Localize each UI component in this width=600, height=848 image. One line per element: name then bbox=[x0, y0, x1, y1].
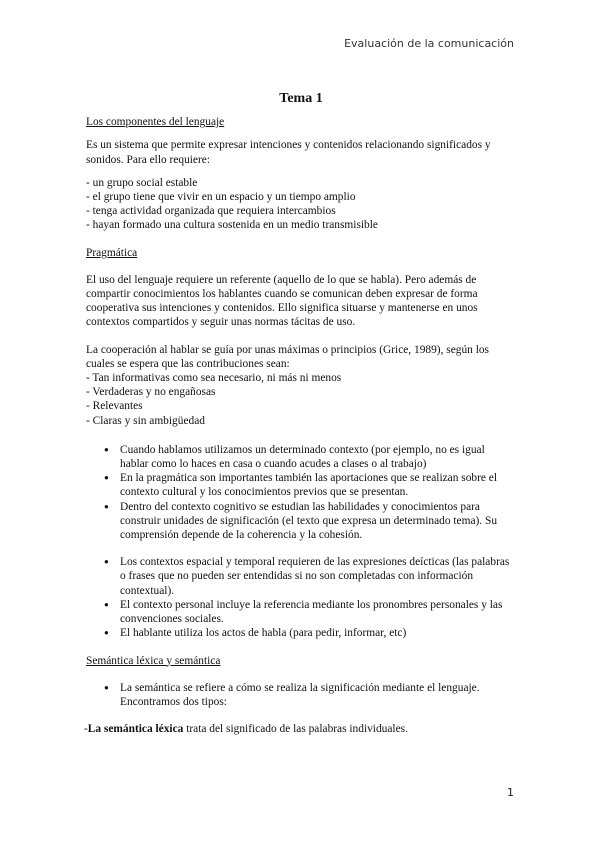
maxim-item: - Verdaderas y no engañosas bbox=[86, 386, 216, 399]
lexica-definition: trata del significado de las palabras individuales. bbox=[183, 723, 408, 736]
bullet-item: ● El hablante utiliza los actos de habla (para pedir, informar, etc) bbox=[120, 626, 516, 640]
requirement-item: - un grupo social estable bbox=[86, 176, 198, 189]
maxim-item: - Relevantes bbox=[86, 400, 143, 413]
bullet-item: ● La semántica se refiere a cómo se realiza la significación mediante el lenguaje. Encontramos dos tipos: bbox=[120, 681, 516, 709]
pragmatica-bullet-list-2 bbox=[86, 555, 516, 640]
maxim-item: - Claras y sin ambigüedad bbox=[86, 414, 205, 427]
section-heading-semantica: Semántica léxica y semántica bbox=[86, 654, 221, 667]
bullet-item: ● Los contextos espacial y temporal requieren de las expresiones deícticas (las palabras o frases que no pueden ser entendidas si no son completadas con información contextual). bbox=[120, 555, 516, 598]
bullet-item: ● Dentro del contexto cognitivo se estudian las habilidades y conocimientos para construir unidades de significación (el texto que expresa un determinado tema). Su comprensión depende de la coherencia y la cohesión. bbox=[120, 500, 516, 543]
requirement-item: - tenga actividad organizada que requiera intercambios bbox=[86, 205, 336, 218]
running-header: Evaluación de la comunicación bbox=[344, 37, 514, 50]
requirement-item: - el grupo tiene que vivir en un espacio y un tiempo amplio bbox=[86, 191, 356, 204]
pragmatica-paragraph-2: La cooperación al hablar se guía por unas máximas o principios (Grice, 1989), según los cuales se espera que las contribuciones sean: bbox=[86, 343, 489, 370]
lexica-prefix: - bbox=[84, 723, 88, 736]
componentes-intro: Es un sistema que permite expresar intenciones y contenidos relacionando significados y sonidos. Para ello requiere: bbox=[86, 139, 491, 166]
section-heading-componentes: Los componentes del lenguaje bbox=[86, 116, 225, 129]
bullet-item: ● El contexto personal incluye la referencia mediante los pronombres personales y las convenciones sociales. bbox=[120, 598, 516, 626]
pragmatica-paragraph-1: El uso del lenguaje requiere un referente (aquello de lo que se habla). Pero además de compartir conocimientos los hablantes cuando se comunican deben expresar de forma cooperativa sus intenciones y contenidos. Ello significa situarse y mantenerse en unos contextos compartidos y seguir unas normas tácitas de uso. bbox=[86, 273, 478, 329]
page-content bbox=[86, 92, 516, 736]
lexica-term: La semántica léxica bbox=[87, 723, 184, 736]
bullet-item: ● En la pragmática son importantes también las aportaciones que se realizan sobre el contexto cultural y los conocimientos previos que se presentan. bbox=[120, 471, 516, 499]
page-title: Tema 1 bbox=[279, 91, 323, 106]
maxim-item: - Tan informativas como sea necesario, ni más ni menos bbox=[86, 372, 342, 385]
semantica-lexica-line bbox=[84, 722, 516, 736]
semantica-bullet-list bbox=[86, 681, 516, 709]
pragmatica-bullet-list-1 bbox=[86, 443, 516, 542]
section-heading-pragmatica: Pragmática bbox=[86, 246, 138, 259]
requirement-item: - hayan formado una cultura sostenida en un medio transmisible bbox=[86, 219, 378, 232]
bullet-item: ● Cuando hablamos utilizamos un determinado contexto (por ejemplo, no es igual hablar como lo haces en casa o cuando acudes a clases o al trabajo) bbox=[120, 443, 516, 471]
page-number: 1 bbox=[507, 786, 514, 799]
